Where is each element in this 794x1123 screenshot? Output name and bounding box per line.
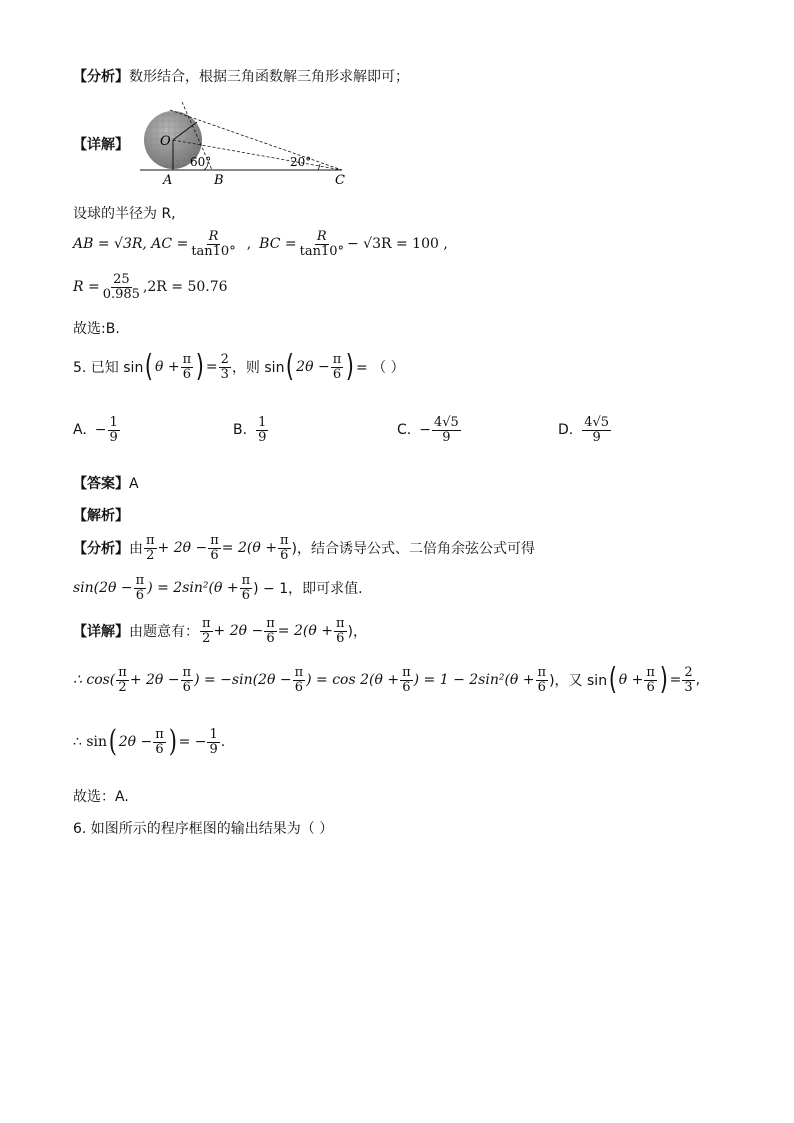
detail-tag: 【详解】 xyxy=(73,137,129,153)
frac-2-3 xyxy=(682,666,694,694)
q5-analysis2-tail: ) − 1，即可求值. xyxy=(253,581,363,598)
q5-analysis-line1 xyxy=(73,534,535,562)
q5-then: ，则 sin xyxy=(231,360,285,376)
frac-den: 6 xyxy=(241,587,250,603)
frac-den: 6 xyxy=(402,679,411,695)
frac-den: 0.985 xyxy=(102,286,140,302)
frac-num: 1 xyxy=(209,726,218,742)
q5-analysis2-mid: ) = 2sin²(θ + xyxy=(147,580,239,597)
frac-r xyxy=(101,273,142,301)
result-pre: ∴ sin xyxy=(73,734,108,750)
label-O: O xyxy=(160,134,171,149)
frac-den: 6 xyxy=(336,630,345,646)
frac-den: 9 xyxy=(209,741,218,757)
frac-pi-2: $\frac{\pi}{2}$ xyxy=(202,616,211,646)
frac-num: 1 xyxy=(258,415,267,430)
frac-num: π xyxy=(279,533,289,548)
analysis-text: 数形结合，根据三角函数解三角形求解即可； xyxy=(129,69,409,85)
frac-num: π xyxy=(646,664,655,680)
q5-detail-line xyxy=(73,617,367,645)
label-angle-20: 20° xyxy=(290,155,312,169)
frac-num: 2 xyxy=(220,351,229,367)
frac-den: 9 xyxy=(442,429,451,445)
option-frac xyxy=(256,416,268,444)
frac-num: π xyxy=(294,664,304,680)
frac-pi-2: $\frac{\pi}{2}$ xyxy=(146,533,155,563)
frac-den: 3 xyxy=(220,366,229,382)
frac-num: π xyxy=(266,616,275,631)
eq2-lhs: R = xyxy=(73,279,100,296)
frac-num: π xyxy=(537,664,547,680)
jiexi-tag: 【解析】 xyxy=(73,508,129,524)
chain-h: , xyxy=(695,672,701,688)
q5-analysis-mid: + 2θ − xyxy=(157,540,208,557)
q5-detail-eq: = 2(θ + xyxy=(277,623,333,640)
frac-pi-6 xyxy=(134,574,147,602)
q5-analysis-eq: = 2(θ + xyxy=(221,540,277,557)
choice-a-line: 故选：A. xyxy=(73,789,129,805)
q5-analysis-pre: 由 xyxy=(129,541,143,558)
frac-num: R xyxy=(316,229,327,244)
frac-pi-6 xyxy=(400,666,413,694)
frac-pi-6b xyxy=(331,353,344,381)
result-dot: . xyxy=(220,734,226,750)
eq-bc-tail: − √3R = 100 , xyxy=(347,236,448,253)
option-frac xyxy=(582,416,611,444)
q5-chain-line: ∴ cos( $\frac{\pi}{2}$ + 2θ − $\frac{\pi}{6}$ ) = −sin(2θ − $\frac{\pi}{6}$ ) = cos 2(θ + $\frac{\pi}{6}$ ) = 1 − 2sin²(θ + $\frac{\pi}{6}$ )，又 sin ( θ + $\frac{\pi}{6}$ ) = $\frac{2}{3}$ , xyxy=(73,662,701,697)
frac-den: 6 xyxy=(266,630,275,646)
frac-pi-6 xyxy=(334,617,347,645)
chain-g: = xyxy=(669,672,682,688)
frac-num: π xyxy=(182,664,192,680)
frac-pi-6 xyxy=(536,666,549,694)
frac-num: 25 xyxy=(113,272,130,287)
frac-pi-6 xyxy=(264,617,277,645)
frac-num: R xyxy=(208,229,219,244)
frac-den: tan10° xyxy=(191,243,236,259)
option-sign: − xyxy=(94,422,107,439)
q5-detail-mid: + 2θ − xyxy=(213,623,264,640)
label-B: B xyxy=(214,173,224,188)
option-d[interactable] xyxy=(558,416,612,444)
frac-den: 6 xyxy=(135,587,145,603)
frac-num: 1 xyxy=(109,415,118,430)
q5-eq: = xyxy=(205,359,218,375)
frac-num: 4√5 xyxy=(584,415,610,430)
frac-num: π xyxy=(241,573,251,588)
chain-f: θ + xyxy=(618,672,644,688)
frac-num: 4√5 xyxy=(433,415,459,430)
eq-ab: AB = √3R, AC = xyxy=(73,236,189,253)
frac-num: π xyxy=(335,616,345,631)
equation-ab-ac-bc: AB = √3R, AC = $\frac{R}{\tan 10^\circ}$ , BC = $\frac{R}{\tan 10^\circ}$ − √3R = 100 , xyxy=(73,229,448,259)
frac-1-9 xyxy=(207,728,219,756)
frac-pi-6 xyxy=(644,666,657,694)
analysis-tag: 【分析】 xyxy=(73,69,129,85)
q5-analysis2-pre: sin(2θ − xyxy=(73,580,133,597)
option-label: C. xyxy=(397,422,412,439)
frac-den: 6 xyxy=(182,679,191,695)
option-label: D. xyxy=(558,422,574,439)
q5-inner2: 2θ − xyxy=(296,359,330,375)
frac-num: π xyxy=(210,533,219,548)
frac-den: 3 xyxy=(684,679,693,695)
option-sign: − xyxy=(419,422,431,439)
frac-num: π xyxy=(155,726,164,742)
frac-den: 6 xyxy=(294,679,303,695)
frac-num: π xyxy=(135,573,145,588)
radius-line: 设球的半径为 R, xyxy=(73,206,176,222)
frac-den: 6 xyxy=(155,741,164,757)
eq-bc: BC = xyxy=(259,236,297,253)
frac-pi-6 xyxy=(278,534,291,562)
frac-pi-2: $\frac{\pi}{2}$ xyxy=(118,664,127,695)
frac-pi-6 xyxy=(240,574,253,602)
frac-den: 6 xyxy=(332,366,342,382)
chain-a: + 2θ − xyxy=(129,672,180,688)
frac-num: π xyxy=(332,351,342,367)
frac-den: 6 xyxy=(210,547,219,563)
frac-pi-6 xyxy=(181,666,194,694)
q5-detail-close: )， xyxy=(347,624,367,641)
frac-den: 6 xyxy=(646,679,655,695)
question-6: 6. 如图所示的程序框图的输出结果为（ ） xyxy=(73,821,334,837)
q5-tail: = （ ） xyxy=(355,360,405,376)
result-inner: 2θ − xyxy=(118,734,153,750)
sphere-figure xyxy=(130,100,350,190)
answer-tag: 【答案】 xyxy=(73,476,129,492)
q5-detail-tag: 【详解】 xyxy=(73,624,129,641)
analysis-line xyxy=(73,66,409,86)
chain-b: ) = −sin(2θ − xyxy=(194,672,292,688)
q5-analysis-line2 xyxy=(73,574,363,602)
frac-bc xyxy=(298,230,346,258)
choice-b-line: 故选:B. xyxy=(73,321,120,337)
chain-pre: ∴ cos( xyxy=(73,672,116,688)
answer-line xyxy=(73,473,139,493)
frac-den: 6 xyxy=(537,679,546,695)
frac-2-3 xyxy=(219,353,231,381)
chain-d: ) = 1 − 2sin²(θ + xyxy=(413,672,535,688)
q5-analysis-tag: 【分析】 xyxy=(73,541,129,558)
eq2-tail: ,2R = 50.76 xyxy=(142,279,228,296)
frac-num: π xyxy=(402,664,411,680)
frac-pi-6 xyxy=(293,666,306,694)
chain-e: )，又 sin xyxy=(549,673,608,689)
result-eq: = − xyxy=(178,734,207,750)
q5-detail-pre: 由题意有： xyxy=(129,624,199,641)
frac-num: 2 xyxy=(684,664,693,680)
option-label: B. xyxy=(233,422,248,439)
q5-analysis-close: )，结合诱导公式、二倍角余弦公式可得 xyxy=(291,541,535,558)
option-b[interactable] xyxy=(233,416,269,444)
frac-den: 9 xyxy=(258,429,267,445)
option-frac xyxy=(432,416,461,444)
option-frac xyxy=(108,416,120,444)
option-a[interactable] xyxy=(73,416,121,444)
q5-result-line: ∴ sin ( 2θ − $\frac{\pi}{6}$ ) = − $\frac{1}{9}$ . xyxy=(73,724,226,759)
q5-inner1: θ + xyxy=(155,359,180,375)
label-C: C xyxy=(335,173,345,188)
question-5: 5. 已知 sin ( θ + $\frac{\pi}{6}$ ) = $\frac{2}{3}$ ，则 sin ( 2θ − $\frac{\pi}{6}$ ) = （ ） xyxy=(73,349,405,384)
frac-den: 6 xyxy=(280,547,289,563)
q5-prefix: 5. 已知 sin xyxy=(73,360,144,376)
answer-value: A xyxy=(129,476,139,492)
frac-pi-6 xyxy=(153,728,166,756)
frac-num: π xyxy=(182,351,192,367)
frac-den: 6 xyxy=(182,366,192,382)
equation-r xyxy=(73,273,228,301)
frac-pi-6 xyxy=(208,534,221,562)
option-label: A. xyxy=(73,422,87,439)
label-A: A xyxy=(163,173,173,188)
frac-ac xyxy=(189,230,237,258)
frac-den: tan10° xyxy=(299,243,344,259)
label-angle-60: 60° xyxy=(190,155,212,169)
frac-den: 9 xyxy=(592,429,601,445)
frac-pi-6 xyxy=(181,353,194,381)
frac-den: 9 xyxy=(109,429,118,445)
chain-c: ) = cos 2(θ + xyxy=(306,672,400,688)
option-c[interactable] xyxy=(397,416,462,444)
